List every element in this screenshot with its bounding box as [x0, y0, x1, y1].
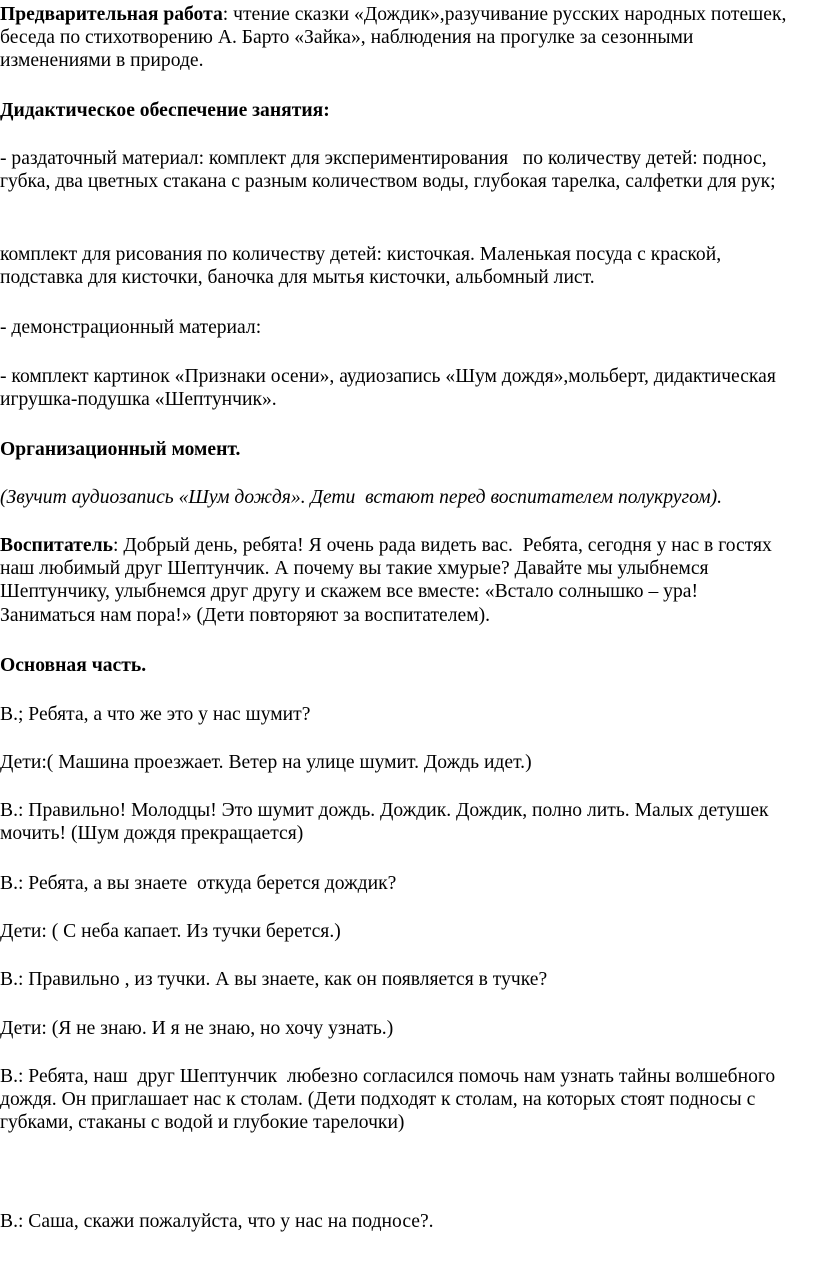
teacher-label: Воспитатель: [0, 535, 113, 556]
prelim-paragraph: [0, 3, 790, 73]
prelim-label: Предварительная работа: [0, 4, 223, 25]
prelim-text: : чтение сказки «Дождик»,разучивание русских народных потешек, беседа по стихотворению А. Барто «Зайка», наблюдения на прогулке за сезонными изменениями в природе.: [0, 4, 792, 72]
org-heading: Организационный момент.: [0, 439, 241, 460]
dialogue-line: В.: Саша, скажи пожалуйста, что у нас на подносе?.: [0, 1211, 434, 1232]
main-heading: Основная часть.: [0, 655, 147, 676]
dialogue-line: В.; Ребята, а что же это у нас шумит?: [0, 704, 311, 725]
dialogue-line: Дети:( Машина проезжает. Ветер на улице шумит. Дождь идет.): [0, 752, 532, 773]
stage-direction: (Звучит аудиозапись «Шум дождя». Дети встают перед воспитателем полукругом).: [0, 487, 723, 508]
dialogue-line: В.: Правильно , из тучки. А вы знаете, как он появляется в тучке?: [0, 969, 548, 990]
dialogue-line: В.: Ребята, наш друг Шептунчик любезно согласился помочь нам узнать тайны волшебного дождя. Он приглашает нас к столам. (Дети подходят к столам, на которых стоят подносы с губками, стаканы с водой и глубокие тарелочки): [0, 1066, 781, 1134]
demo-material-paragraph: - демонстрационный материал:: [0, 317, 262, 338]
dialogue-line: Дети: ( С неба капает. Из тучки берется.): [0, 921, 341, 942]
dialogue-line: В.: Ребята, а вы знаете откуда берется дождик?: [0, 873, 397, 894]
dialogue-line: Дети: (Я не знаю. И я не знаю, но хочу узнать.): [0, 1018, 394, 1039]
dialogue-line: В.: Правильно! Молодцы! Это шумит дождь. Дождик. Дождик, полно лить. Малых детушек мочить! (Шум дождя прекращается): [0, 800, 774, 845]
teacher-paragraph: [0, 534, 795, 627]
handout-paragraph: - раздаточный материал: комплект для экспериментирования по количеству детей: поднос, губка, два цветных стакана с разным количеством воды, глубокая тарелка, салфетки для рук;: [0, 148, 776, 193]
teacher-text: : Добрый день, ребята! Я очень рада видеть вас. Ребята, сегодня у нас в гостях наш любимый друг Шептунчик. А почему вы такие хмурые? Давайте мы улыбнемся Шептунчику, улыбнемся друг другу и скажем все вместе: «Встало солнышко – ура! Заниматься нам пора!» (Дети повторяют за воспитателем).: [0, 535, 777, 626]
drawing-kit-paragraph: комплект для рисования по количеству детей: кисточкая. Маленькая посуда с краской, подставка для кисточки, баночка для мытья кисточки, альбомный лист.: [0, 244, 727, 289]
pictures-kit-paragraph: - комплект картинок «Признаки осени», аудиозапись «Шум дождя»,мольберт, дидактическая игрушка-подушка «Шептунчик».: [0, 366, 781, 411]
didactic-heading: Дидактическое обеспечение занятия:: [0, 100, 330, 121]
